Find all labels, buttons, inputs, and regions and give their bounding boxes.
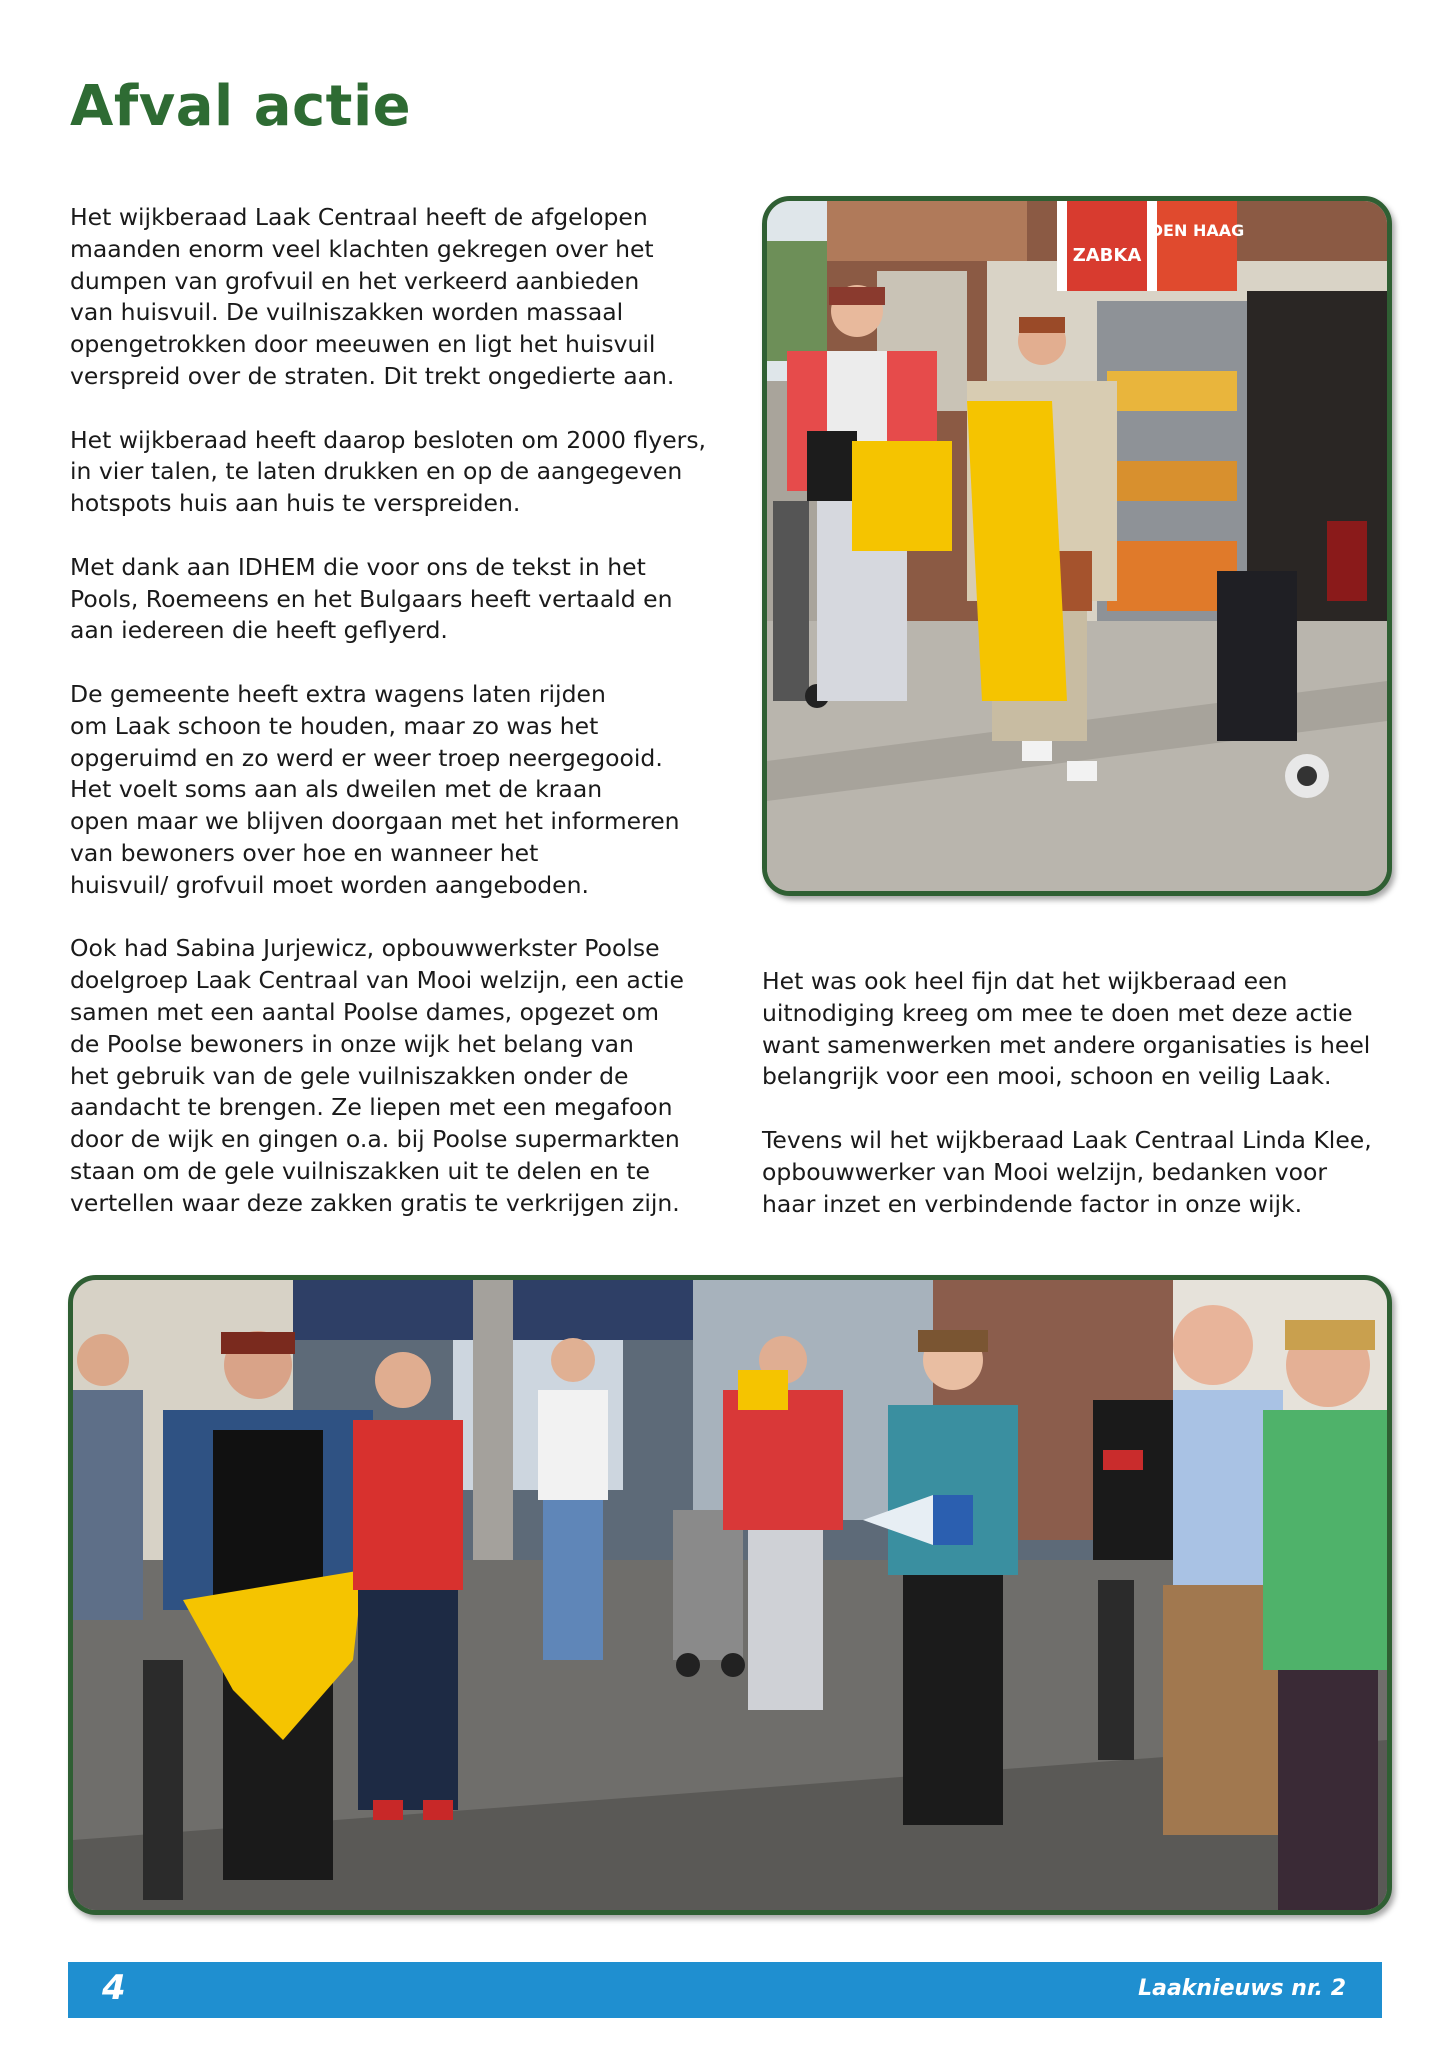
photo-group-on-street	[68, 1275, 1392, 1915]
photo-women-with-yellow-bags	[762, 196, 1392, 896]
paragraph-municipality: De gemeente heeft extra wagens laten rijden om Laak schoon te houden, maar zo was het opgeruimd en zo werd er weer troep neergegooid. Het voelt soms aan als dweilen met de kraan open maar we blijven doorgaan met het informeren van bewoners over hoe en wanneer het huisvuil/ grofvuil moet worden aangeboden.	[70, 679, 680, 899]
article-left-column	[70, 202, 710, 1251]
article-title: Afval actie	[70, 74, 412, 139]
paragraph-polish-action: Ook had Sabina Jurjewicz, opbouwwerkster Poolse doelgroep Laak Centraal van Mooi welzijn, een actie samen met een aantal Poolse dames, opgezet om de Poolse bewoners in onze wijk het belang van het gebruik van de gele vuilniszakken onder de aandacht te brengen. Ze liepen met een megafoon door de wijk en gingen o.a. bij Poolse supermarkten staan om de gele vuilniszakken uit te delen en te vertellen waar deze zakken gratis te verkrijgen zijn.	[70, 934, 684, 1217]
paragraph-complaints: Het wijkberaad Laak Centraal heeft de afgelopen maanden enorm veel klachten gekregen over het dumpen van grofvuil en het verkeerd aanbieden van huisvuil. De vuilniszakken worden massaal opengetrokken door meeuwen en ligt het huisvuil verspreid over de straten. Dit trekt ongedierte aan.	[70, 203, 675, 390]
photo-bottom-illustration	[73, 1280, 1387, 1910]
paragraph-cooperation: Het was ook heel fijn dat het wijkberaad een uitnodiging kreeg om mee te doen met deze actie want samenwerken met andere organisaties is heel belangrijk voor een mooi, schoon en veilig Laak.	[762, 967, 1371, 1091]
page-number: 4	[102, 1968, 126, 2008]
footer-bar	[68, 1962, 1382, 2018]
photo-top-illustration	[767, 201, 1387, 891]
article-right-column	[762, 966, 1402, 1252]
paragraph-thanks-linda: Tevens wil het wijkberaad Laak Centraal Linda Klee, opbouwwerker van Mooi welzijn, bedanken voor haar inzet en verbindende factor in onze wijk.	[762, 1125, 1372, 1218]
shop-sign-zabka: ZABKA	[1072, 245, 1142, 266]
issue-label: Laaknieuws nr. 2	[1138, 1976, 1346, 2001]
paragraph-thanks-idhem: Met dank aan IDHEM die voor ons de tekst in het Pools, Roemeens en het Bulgaars heeft vertaald en aan iedereen die heeft geflyerd.	[70, 552, 673, 645]
paragraph-flyers: Het wijkberaad heeft daarop besloten om 2000 flyers, in vier talen, te laten drukken en op de aangegeven hotspots huis aan huis te verspreiden.	[70, 425, 707, 518]
shop-sign-den-haag: DEN HAAG	[1149, 221, 1245, 240]
